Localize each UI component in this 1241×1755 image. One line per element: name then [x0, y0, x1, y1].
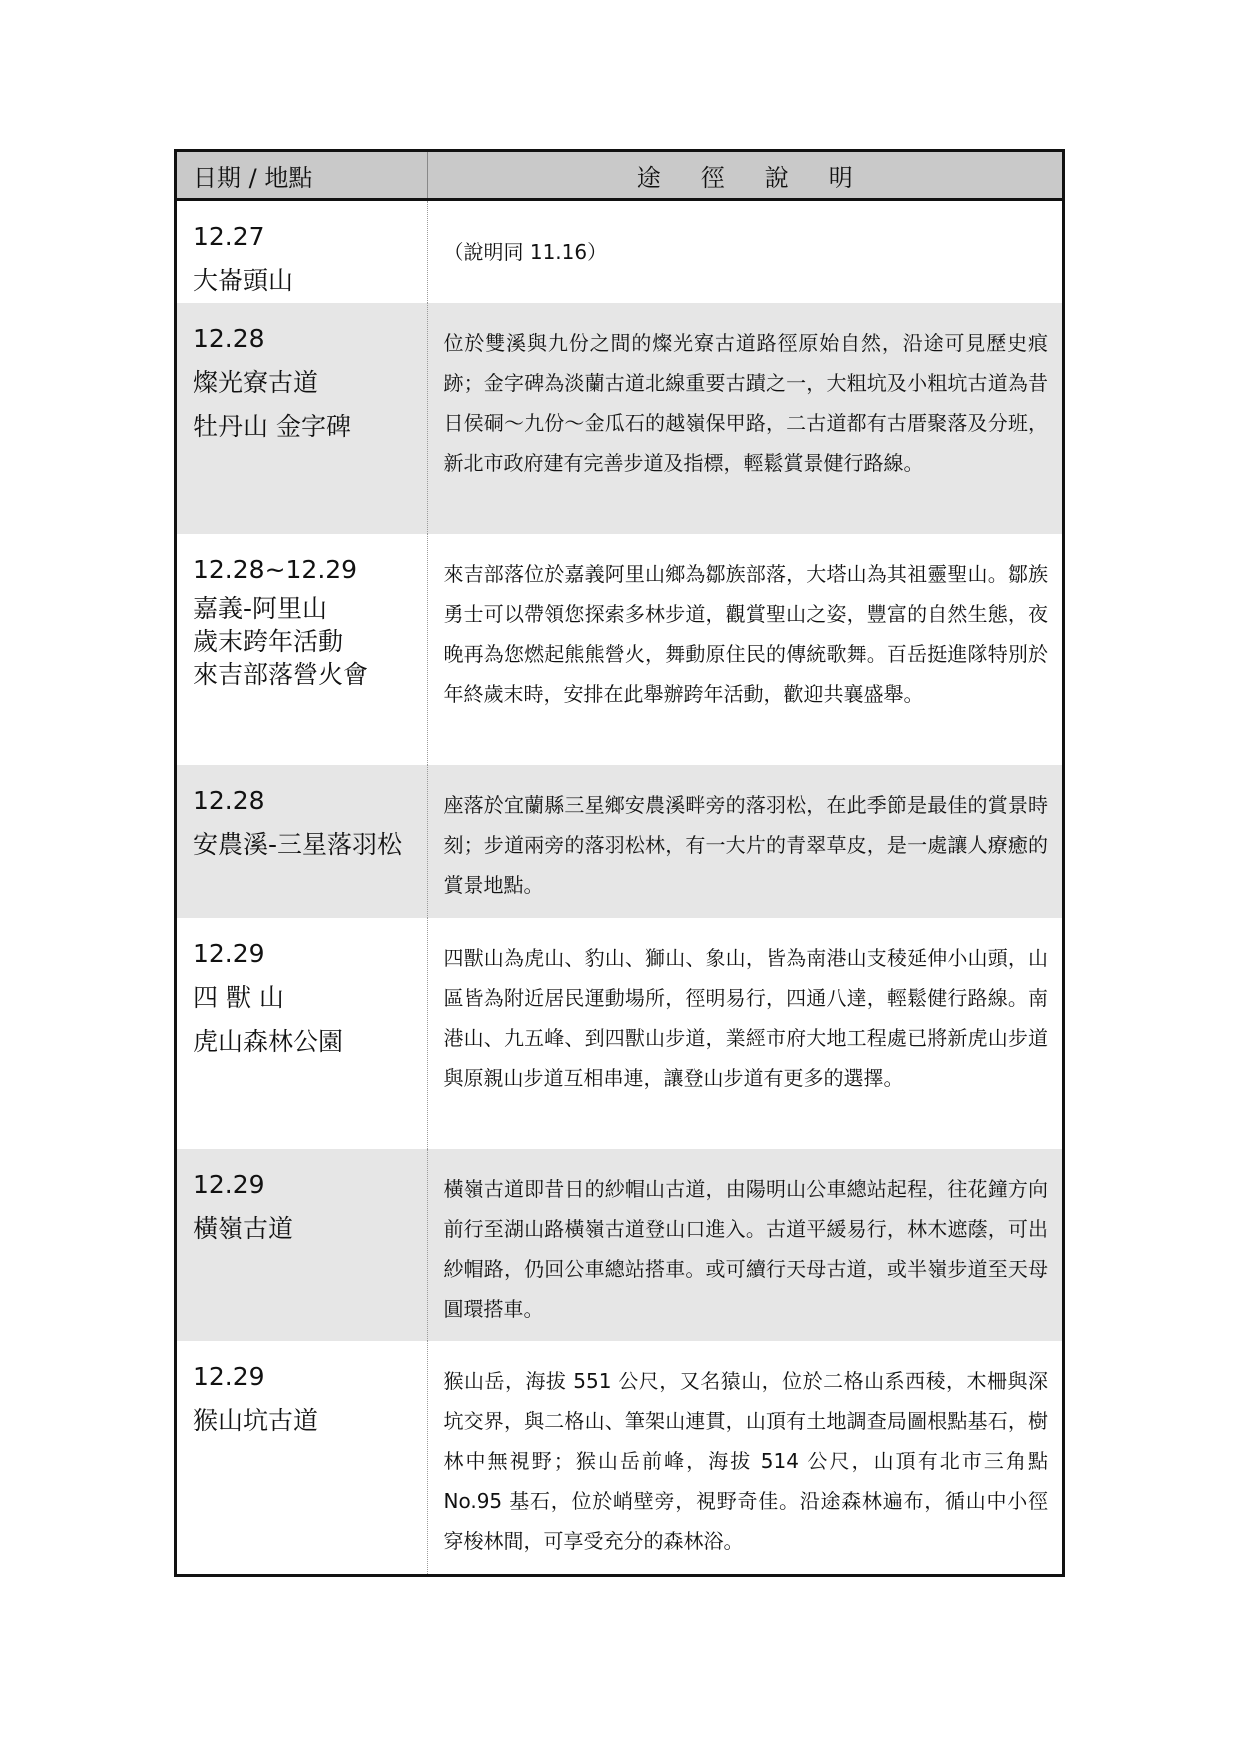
table-row [177, 303, 1062, 534]
row-date: 12.28~12.29 [193, 555, 358, 584]
table-header-row [177, 152, 1062, 200]
date-place-cell [177, 1149, 427, 1341]
row-date: 12.27 [193, 222, 265, 251]
route-description: 來吉部落位於嘉義阿里山鄉為鄒族部落，大塔山為其祖靈聖山。鄒族勇士可以帶領您探索多林步道，觀賞聖山之姿，豐富的自然生態，夜晚再為您燃起熊熊營火，舞動原住民的傳統歌舞。百岳挺進隊特別於年終歲末時，安排在此舉辦跨年活動，歡迎共襄盛舉。 [443, 562, 1048, 706]
row-place: 大崙頭山 [193, 266, 294, 295]
schedule-table-frame [174, 149, 1065, 1577]
date-place-cell [177, 534, 427, 765]
route-description: 四獸山為虎山、豹山、獅山、象山，皆為南港山支稜延伸小山頭，山區皆為附近居民運動場所，徑明易行，四通八達，輕鬆健行路線。南港山、九五峰、到四獸山步道，業經市府大地工程處已將新虎山步道與原親山步道互相串連，讓登山步道有更多的選擇。 [443, 946, 1048, 1090]
row-place: 燦光寮古道 [193, 368, 319, 397]
row-place: 安農溪-三星落羽松 [193, 830, 403, 859]
row-place: 歲末跨年活動 [193, 627, 344, 656]
row-place: 牡丹山 金字碑 [193, 412, 351, 441]
date-place-cell [177, 765, 427, 918]
date-place-cell [177, 200, 427, 304]
table-row [177, 1341, 1062, 1574]
table-row [177, 765, 1062, 918]
row-place: 嘉義-阿里山 [193, 594, 328, 623]
route-description: 位於雙溪與九份之間的燦光寮古道路徑原始自然，沿途可見歷史痕跡；金字碑為淡蘭古道北線重要古蹟之一，大粗坑及小粗坑古道為昔日侯硐～九份～金瓜石的越嶺保甲路，二古道都有古厝聚落及分班，新北市政府建有完善步道及指標，輕鬆賞景健行路線。 [427, 303, 1062, 534]
row-place: 四 獸 山 [193, 983, 284, 1012]
date-place-cell [177, 1341, 427, 1574]
row-place: 橫嶺古道 [193, 1214, 294, 1243]
schedule-table [177, 152, 1062, 1574]
table-row [177, 918, 1062, 1149]
row-date: 12.29 [193, 1362, 265, 1391]
route-description: （說明同 11.16） [443, 240, 608, 264]
table-row [177, 200, 1062, 304]
row-date: 12.29 [193, 1170, 265, 1199]
row-place: 虎山森林公園 [193, 1027, 344, 1056]
header-date-place: 日期 / 地點 [177, 152, 427, 200]
table-row [177, 1149, 1062, 1341]
table-row [177, 534, 1062, 765]
row-date: 12.28 [193, 786, 265, 815]
route-description: 座落於宜蘭縣三星鄉安農溪畔旁的落羽松，在此季節是最佳的賞景時刻；步道兩旁的落羽松林，有一大片的青翠草皮，是一處讓人療癒的賞景地點。 [427, 765, 1062, 918]
route-description: 橫嶺古道即昔日的紗帽山古道，由陽明山公車總站起程，往花鐘方向前行至湖山路橫嶺古道登山口進入。古道平緩易行，林木遮蔭，可出紗帽路，仍回公車總站搭車。或可續行天母古道，或半嶺步道至天母圓環搭車。 [427, 1149, 1062, 1341]
route-description: 猴山岳，海拔 551 公尺，又名猿山，位於二格山系西稜，木柵與深坑交界，與二格山、筆架山連貫，山頂有土地調查局圖根點基石，樹林中無視野；猴山岳前峰，海拔 514 公尺，山頂有北市三角點 No.95 基石，位於峭壁旁，視野奇佳。沿途森林遍布，循山中小徑穿梭林間，可享受充分的森林浴。 [443, 1369, 1048, 1553]
date-place-cell [177, 303, 427, 534]
row-place: 來吉部落營火會 [193, 660, 369, 689]
row-place: 猴山坑古道 [193, 1406, 319, 1435]
row-date: 12.29 [193, 939, 265, 968]
row-date: 12.28 [193, 324, 265, 353]
header-route-description: 途徑說明 [427, 152, 1062, 200]
date-place-cell [177, 918, 427, 1149]
